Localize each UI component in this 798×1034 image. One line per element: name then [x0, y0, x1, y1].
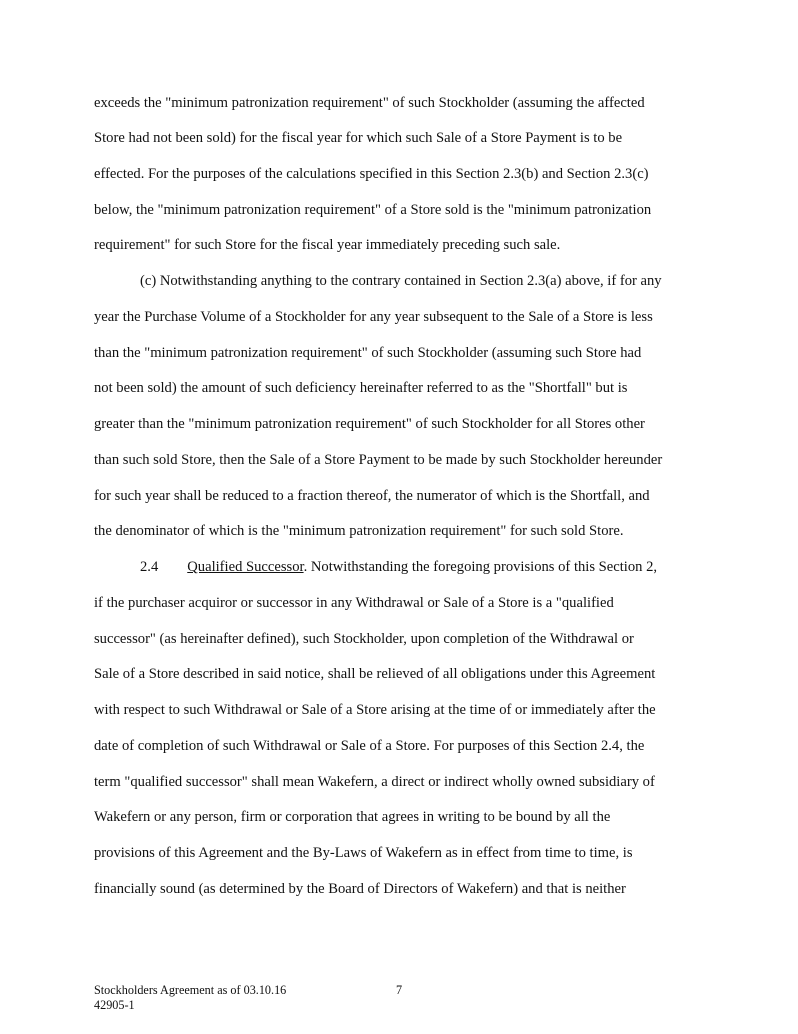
- footer-doc-id: 42905-1: [94, 998, 135, 1012]
- body-line: requirement" for such Store for the fiscal year immediately preceding such sale.: [94, 237, 561, 253]
- body-line: Store had not been sold) for the fiscal year for which such Sale of a Store Payment is to be: [94, 130, 623, 146]
- footer-doc-title: Stockholders Agreement as of 03.10.16: [94, 983, 287, 997]
- body-line: financially sound (as determined by the Board of Directors of Wakefern) and that is neither: [94, 881, 626, 897]
- body-line: greater than the "minimum patronization requirement" of such Stockholder for all Stores other: [94, 416, 645, 432]
- body-line: year the Purchase Volume of a Stockholder for any year subsequent to the Sale of a Store is less: [94, 309, 653, 325]
- body-line: than such sold Store, then the Sale of a Store Payment to be made by such Stockholder hereunder: [94, 452, 663, 468]
- section-2-4-first-line: [140, 558, 657, 576]
- body-line: than the "minimum patronization requirement" of such Stockholder (assuming such Store had: [94, 345, 642, 361]
- paragraph-c-first-line: (c) Notwithstanding anything to the contrary contained in Section 2.3(a) above, if for any: [140, 273, 662, 289]
- section-first-line-text: . Notwithstanding the foregoing provisions of this Section 2,: [303, 559, 658, 575]
- body-line: not been sold) the amount of such deficiency hereinafter referred to as the "Shortfall" but is: [94, 380, 628, 396]
- body-line: for such year shall be reduced to a fraction thereof, the numerator of which is the Shortfall, and: [94, 488, 650, 504]
- section-number: 2.4: [140, 559, 159, 575]
- body-line: provisions of this Agreement and the By-Laws of Wakefern as in effect from time to time, is: [94, 845, 633, 861]
- body-line: term "qualified successor" shall mean Wakefern, a direct or indirect wholly owned subsidiary of: [94, 774, 655, 790]
- body-line: successor" (as hereinafter defined), such Stockholder, upon completion of the Withdrawal or: [94, 631, 634, 647]
- body-line: date of completion of such Withdrawal or Sale of a Store. For purposes of this Section 2.4, the: [94, 738, 645, 754]
- body-line: below, the "minimum patronization requirement" of a Store sold is the "minimum patronization: [94, 202, 652, 218]
- body-line: with respect to such Withdrawal or Sale of a Store arising at the time of or immediately after the: [94, 702, 656, 718]
- body-line: the denominator of which is the "minimum patronization requirement" for such sold Store.: [94, 523, 624, 539]
- section-heading: Qualified Successor: [187, 559, 304, 575]
- body-line: Sale of a Store described in said notice, shall be relieved of all obligations under this Agreement: [94, 666, 656, 682]
- body-line: Wakefern or any person, firm or corporation that agrees in writing to be bound by all the: [94, 809, 611, 825]
- body-line: if the purchaser acquiror or successor in any Withdrawal or Sale of a Store is a "qualified: [94, 595, 614, 611]
- body-line: exceeds the "minimum patronization requirement" of such Stockholder (assuming the affected: [94, 95, 645, 111]
- footer-page-number: 7: [396, 983, 403, 997]
- body-line: effected. For the purposes of the calculations specified in this Section 2.3(b) and Section 2.3(c): [94, 166, 649, 182]
